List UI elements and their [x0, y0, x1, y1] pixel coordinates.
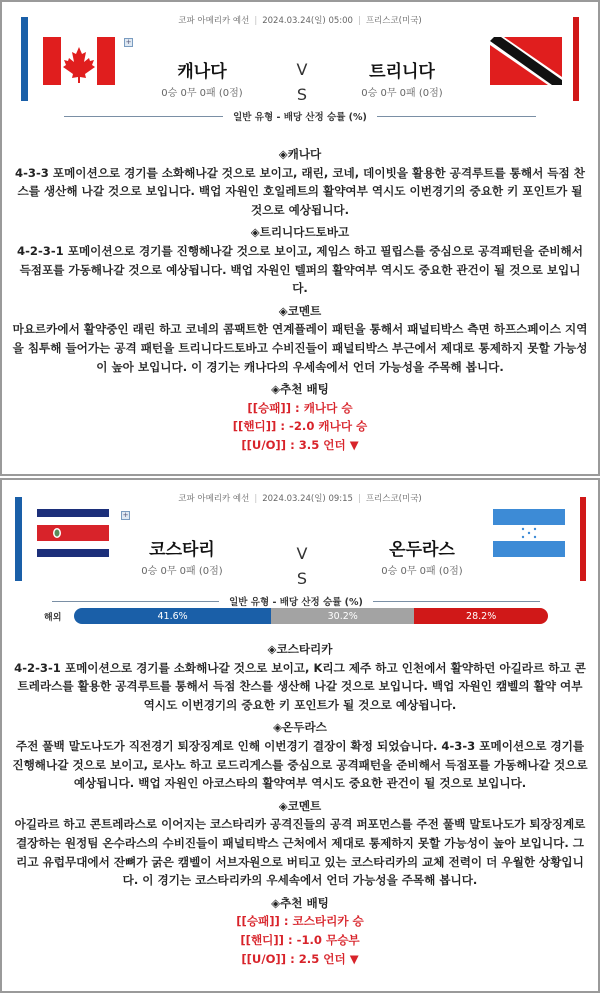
vs-label: V	[296, 60, 308, 79]
away-team-name: 트리니다	[369, 62, 435, 82]
section-text: 4-2-3-1 포메이션으로 경기를 소화해나갈 것으로 보이고, K리그 제주 하고 인천에서 활약하던 아길라르 하고 콘트레라스를 활용한 공격루트를 통해서 득점 찬스를 생산해 나갈 것으로 보입니다. 백업 자원인 캠벨의 활약 여부 역시도 이번경기의 중요한 키 포인트가 될 것으로 예상됩니다.	[14, 660, 586, 712]
odds-label: 해외	[44, 612, 62, 623]
away-team-record: 0승 0무 0패 (0점)	[381, 566, 463, 577]
section-title: ◈온두라스	[273, 720, 327, 735]
section-title: ◈추천 배팅	[271, 895, 329, 910]
vs-label: V	[296, 544, 308, 563]
section-text: 마요르카에서 활약중인 래린 하고 코네의 콤팩트한 연계플레이 패턴을 통해서 패널티박스 측면 하프스페이스 지역을 침투해 들어가는 공격 패턴을 트리니다드토바고 수비진들이 패널티박스 부근에서 제대로 통제하지 못할 가능성이 높아 보입니다. 이 경기는 캐나다의 우세속에서 언더 가능성을 주목해 봅니다.	[12, 322, 588, 374]
home-team-record: 0승 0무 0패 (0점)	[161, 88, 243, 99]
match-info: 코파 아메리카 예선 | 2024.03.24(일) 05:00 | 프리스코(미국)	[178, 16, 422, 26]
match-info: 코파 아메리카 예선 | 2024.03.24(일) 09:15 | 프리스코(미국)	[178, 494, 422, 504]
section-canada	[12, 145, 588, 219]
honduras-flag-icon	[493, 509, 565, 557]
home-team-name: 코스타리	[149, 540, 215, 560]
section-bets	[12, 380, 588, 454]
venue: 프리스코(미국)	[365, 494, 422, 504]
match-card-canada-trinidad	[0, 0, 600, 476]
venue: 프리스코(미국)	[365, 16, 422, 26]
section-title: ◈트리니다드토바고	[250, 225, 350, 240]
section-honduras	[12, 718, 588, 792]
bet-handicap: [[핸디]] : -2.0 캐나다 승	[232, 419, 368, 434]
home-color-bar	[15, 497, 22, 581]
expand-icon[interactable]: +	[122, 511, 129, 519]
home-team-record: 0승 0무 0패 (0점)	[141, 566, 223, 577]
home-team-name: 캐나다	[177, 62, 227, 82]
section-title: ◈코멘트	[278, 798, 322, 813]
league: 코파 아메리카 예선	[178, 494, 250, 504]
costa-rica-flag-icon	[37, 509, 109, 557]
vs-label: S	[296, 85, 308, 104]
datetime: 2024.03.24(일) 05:00	[262, 16, 353, 26]
section-bets	[12, 894, 588, 968]
odds-bar-track	[74, 608, 548, 624]
away-team-name: 온두라스	[389, 540, 455, 560]
odds-subtitle	[52, 594, 540, 608]
odds-draw: 30.2%	[271, 608, 414, 624]
match-card-costarica-honduras	[0, 478, 600, 993]
league: 코파 아메리카 예선	[178, 16, 250, 26]
datetime: 2024.03.24(일) 09:15	[262, 494, 353, 504]
bet-over-under: [[U/O]] : 3.5 언더 ▼	[241, 437, 359, 452]
odds-home: 41.6%	[74, 608, 271, 624]
expand-icon[interactable]: +	[125, 38, 132, 46]
subtitle-text: 일반 유형 - 배당 산정 승률 (%)	[233, 112, 367, 123]
section-comment	[12, 302, 588, 376]
away-team-record: 0승 0무 0패 (0점)	[361, 88, 443, 99]
bet-result: [[승패]] : 캐나다 승	[247, 400, 353, 415]
section-comment	[12, 797, 588, 890]
section-costarica	[12, 640, 588, 714]
section-text: 아길라르 하고 콘트레라스로 이어지는 코스타리카 공격진들의 공격 퍼포먼스를 주전 풀백 말토나도가 퇴장징계로 결장하는 원정팀 온수라스의 수비진들이 패널티박스 근처에서 제대로 통제하지 못할 가능성이 높아 보입니다. 그리고 유럽무대에서 잔뼈가 굵은 캠벨이 서브자원으로 버티고 있는 코스타리카의 교체 전력이 더 우월한 상황입니다. 이 경기는 코스타리카의 우세속에서 언더 가능성을 주목해 봅니다.	[14, 817, 586, 888]
odds-bar	[44, 608, 548, 624]
section-text: 주전 풀백 말도나도가 직전경기 퇴장징계로 인해 이번경기 결장이 확정 되었습니다. 4-3-3 포메이션으로 경기를 진행해나갈 것으로 보이고, 로사노 하고 로드리게스를 중심으로 공격패턴을 준비해서 득점포를 가동해나갈 것으로 예상됩니다. 백업 자원인 아코스타의 활약여부 역시도 중요한 관건이 될 것으로 보입니다.	[12, 738, 588, 791]
section-trinidad	[12, 223, 588, 297]
section-title: ◈코멘트	[278, 303, 322, 318]
trinidad-flag-icon	[490, 37, 562, 85]
home-color-bar	[21, 17, 28, 101]
away-color-bar	[573, 17, 579, 101]
vs-label: S	[296, 569, 308, 588]
odds-away: 28.2%	[414, 608, 548, 624]
section-text: 4-2-3-1 포메이션으로 경기를 진행해나갈 것으로 보이고, 제임스 하고 필립스를 중심으로 공격패턴을 준비해서 득점포를 가동해나갈 것으로 예상됩니다. 백업 자원인 텔퍼의 활약여부 역시도 중요한 관건이 될 것으로 보입니다.	[17, 243, 583, 296]
bet-handicap: [[핸디]] : -1.0 무승부	[240, 932, 360, 947]
section-title: ◈코스타리카	[267, 642, 333, 656]
section-text: 4-3-3 포메이션으로 경기를 소화해나갈 것으로 보이고, 래린, 코네, 데이빗을 활용한 공격루트를 통해서 득점 찬스를 생산해 나갈 것으로 보입니다. 백업 자원인 호일레트의 활약여부 역시도 이번경기의 중요한 키 포인트가 될 것으로 예상됩니다.	[15, 165, 585, 217]
analysis	[12, 145, 588, 455]
bet-result: [[승패]] : 코스타리카 승	[236, 914, 364, 929]
subtitle-text: 일반 유형 - 배당 산정 승률 (%)	[229, 597, 363, 608]
canada-flag-icon	[43, 37, 115, 85]
odds-subtitle	[64, 109, 536, 123]
analysis	[12, 640, 588, 968]
section-title: ◈캐나다	[278, 147, 322, 161]
section-title: ◈추천 배팅	[271, 382, 329, 397]
away-color-bar	[580, 497, 586, 581]
bet-over-under: [[U/O]] : 2.5 언더 ▼	[241, 951, 359, 966]
